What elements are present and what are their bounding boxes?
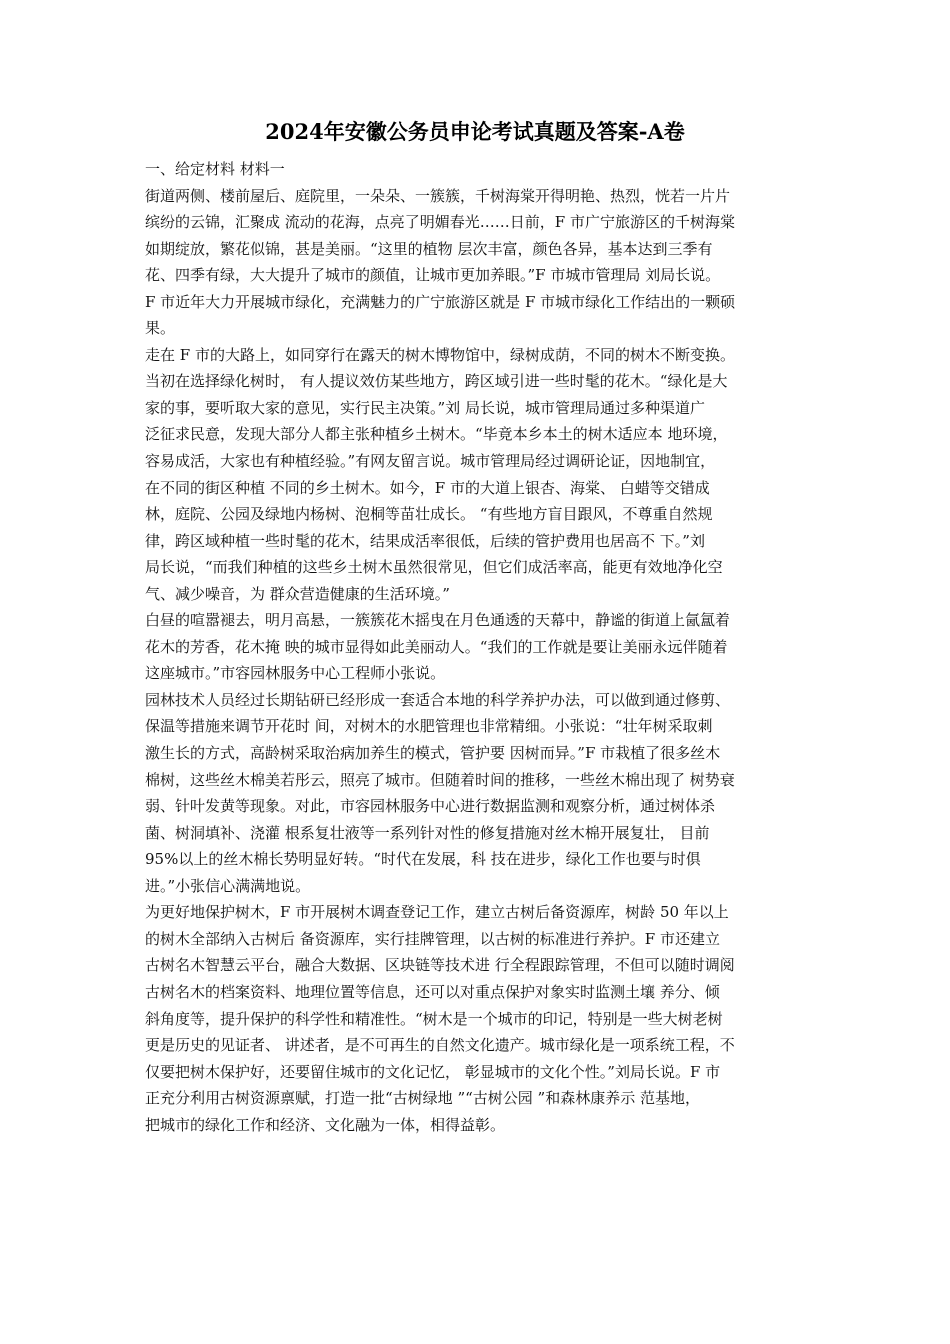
text-line: 一、给定材料 材料一 xyxy=(145,160,285,178)
text-line: 保温等措施来调节开花时 间，对树木的水肥管理也非常精细。小张说：“壮年树采取刺 xyxy=(145,717,713,736)
text-line: 斜角度等，提升保护的科学性和精准性。“树木是一个城市的印记，特别是一些大树老树 xyxy=(145,1009,723,1028)
document-body xyxy=(145,156,817,1138)
text-line: 仅要把树木保护好，还要留住城市的文化记忆， 彰显城市的文化个性。”刘局长说。F 市 xyxy=(145,1062,721,1081)
text-line: 白昼的喧嚣褪去，明月高悬，一簇簇花木摇曳在月色通透的天幕中，静谧的街道上氤氲着 xyxy=(145,611,731,630)
text-line: 把城市的绿化工作和经济、文化融为一体，相得益彰。 xyxy=(145,1115,506,1134)
text-line: 林，庭院、公园及绿地内杨树、泡桐等苗壮成长。 “有些地方盲目跟风，不尊重自然规 xyxy=(145,505,713,524)
text-line: 这座城市。”市容园林服务中心工程师小张说。 xyxy=(145,664,446,683)
text-line: 泛征求民意，发现大部分人都主张种植乡土树木。“毕竟本乡本土的树木适应本 地环境， xyxy=(145,425,728,444)
text-line: 的树木全部纳入古树后 备资源库，实行挂牌管理，以古树的标准进行养护。F 市还建立 xyxy=(145,929,720,948)
text-line: 更是历史的见证者、 讲述者，是不可再生的自然文化遗产。城市绿化是一项系统工程，不 xyxy=(145,1036,735,1055)
text-line: 棉树，这些丝木棉美若彤云，照亮了城市。但随着时间的推移，一些丝木棉出现了 树势衰 xyxy=(145,770,735,789)
text-line: 律，跨区域种植一些时髦的花木，结果成活率很低，后续的管护费用也居高不 下。”刘 xyxy=(145,531,705,550)
text-line: 果。 xyxy=(145,319,176,338)
text-line: 花木的芳香，花木掩 映的城市显得如此美丽动人。“我们的工作就是要让美丽永远伴随着 xyxy=(145,637,728,656)
text-line: 局长说，“而我们种植的这些乡土树木虽然很常见，但它们成活率高，能更有效地净化空 xyxy=(145,558,723,577)
document-title: 2024年安徽公务员申论考试真题及答案-A卷 xyxy=(265,119,685,144)
text-line: 95%以上的丝木棉长势明显好转。“时代在发展，科 技在进步，绿化工作也要与时俱 xyxy=(145,850,701,869)
text-line: 古树名木智慧云平台，融合大数据、区块链等技术进 行全程跟踪管理，不但可以随时调阅 xyxy=(145,956,735,975)
text-line: 菌、树洞填补、浇灌 根系复壮液等一系列针对性的修复措施对丝木棉开展复壮， 目前 xyxy=(145,823,710,842)
text-line: 园林技术人员经过长期钻研已经形成一套适合本地的科学养护办法，可以做到通过修剪、 xyxy=(145,690,731,709)
text-line: 进。”小张信心满满地说。 xyxy=(145,876,311,895)
text-line: 缤纷的云锦，汇聚成 流动的花海，点亮了明媚春光……日前，F 市广宁旅游区的千树海棠 xyxy=(145,213,735,232)
text-line: 激生长的方式，高龄树采取治病加养生的模式，管护要 因树而异。”F 市栽植了很多丝木 xyxy=(145,744,721,763)
text-line: 容易成活，大家也有种植经验。”有网友留言说。城市管理局经过调研论证，因地制宜， xyxy=(145,452,716,471)
text-line: 弱、针叶发黄等现象。对此，市容园林服务中心进行数据监测和观察分析，通过树体杀 xyxy=(145,797,716,816)
text-line: 街道两侧、楼前屋后、庭院里，一朵朵、一簇簇，千树海棠开得明艳、热烈，恍若一片片 xyxy=(145,186,731,205)
text-line: 如期绽放，繁花似锦，甚是美丽。“这里的植物 层次丰富，颜色各异，基本达到三季有 xyxy=(145,239,713,258)
text-line: 古树名木的档案资料、地理位置等信息，还可以对重点保护对象实时监测土壤 养分、倾 xyxy=(145,982,720,1001)
text-line: 花、四季有绿，大大提升了城市的颜值，让城市更加养眼。”F 市城市管理局 刘局长说。 xyxy=(145,266,721,285)
text-line: 气、减少噪音，为 群众营造健康的生活环境。” xyxy=(145,584,450,603)
text-line: 为更好地保护树木，F 市开展树木调查登记工作，建立古树后备资源库，树龄 50 年以上 xyxy=(145,903,729,922)
text-line: 当初在选择绿化树时， 有人提议效仿某些地方，跨区域引进一些时髦的花木。“绿化是大 xyxy=(145,372,728,391)
text-line: F 市近年大力开展城市绿化，充满魅力的广宁旅游区就是 F 市城市绿化工作结出的一颗硕 xyxy=(145,292,736,311)
text-line: 家的事，要听取大家的意见，实行民主决策。”刘 局长说，城市管理局通过多种渠道广 xyxy=(145,398,705,417)
text-line: 正充分利用古树资源禀赋，打造一批“古树绿地 ”“古树公园 ”和森林康养示 范基地， xyxy=(145,1089,700,1108)
text-line: 在不同的街区种植 不同的乡土树木。如今，F 市的大道上银杏、海棠、 白蜡等交错成 xyxy=(145,478,710,497)
text-line: 走在 F 市的大路上，如同穿行在露天的树木博物馆中，绿树成荫，不同的树木不断变换。 xyxy=(145,345,735,364)
